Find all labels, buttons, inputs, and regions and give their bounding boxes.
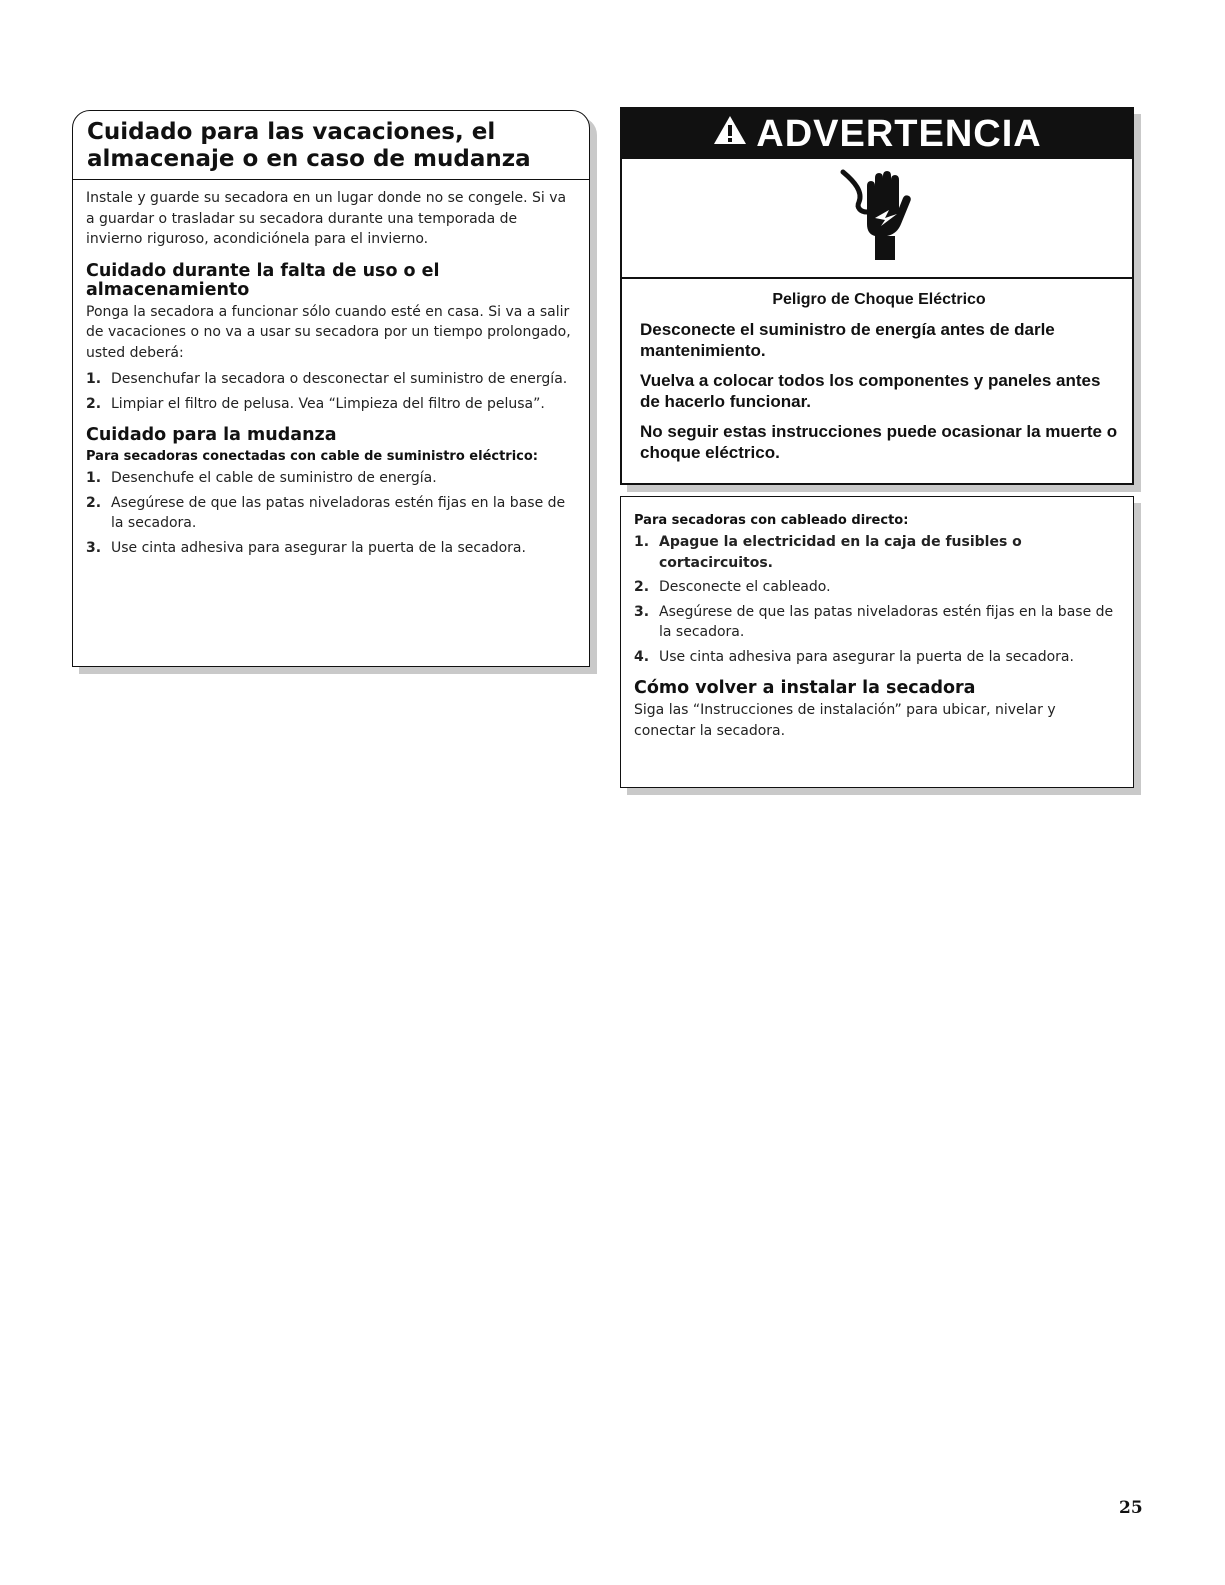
list-item: 1. Desenchufe el cable de suministro de energía. <box>86 470 437 486</box>
direct-wire-panel <box>620 496 1134 788</box>
moving-steps <box>86 468 577 558</box>
list-item: 4. Use cinta adhesiva para asegurar la puerta de la secadora. <box>634 648 1074 665</box>
warning-panel <box>620 107 1134 485</box>
list-item: 2. Desconecte el cableado. <box>634 579 831 595</box>
page-number: 25 <box>1119 1498 1143 1518</box>
list-item: 2. Limpiar el filtro de pelusa. Vea “Limpieza del filtro de pelusa”. <box>86 395 545 412</box>
warning-line: No seguir estas instrucciones puede ocasionar la muerte o choque eléctrico. <box>640 422 1118 462</box>
section-heading-reinstall: Cómo volver a instalar la secadora <box>634 678 976 698</box>
list-item: 3. Use cinta adhesiva para asegurar la puerta de la secadora. <box>86 539 526 556</box>
icon-area <box>622 159 1132 279</box>
intro-text: Instale y guarde su secadora en un lugar donde no se congele. Si va a guardar o trasladar su secadora durante una temporada de invierno riguroso, acondiciónela para el invierno. <box>86 190 567 247</box>
warning-title: ADVERTENCIA <box>756 112 1042 155</box>
moving-subheading: Para secadoras conectadas con cable de suministro eléctrico: <box>86 449 539 464</box>
warning-line: Desconecte el suministro de energía antes de darle mantenimiento. <box>640 320 1055 360</box>
list-item: 3. Asegúrese de que las patas niveladoras estén fijas en la base de la secadora. <box>634 603 1114 640</box>
warning-triangle-icon <box>712 113 748 156</box>
direct-wire-steps <box>634 532 1121 667</box>
direct-wire-subheading: Para secadoras con cableado directo: <box>634 513 909 528</box>
list-item: 1. Desenchufar la secadora o desconectar el suministro de energía. <box>86 371 568 387</box>
storage-care-panel <box>72 110 590 667</box>
panel-title: Cuidado para las vacaciones, el almacenaje o en caso de mudanza <box>73 111 589 180</box>
storage-text: Ponga la secadora a funcionar sólo cuando esté en casa. Si va a salir de vacaciones o no va a usar su secadora por un tiempo prolongado, usted deberá: <box>86 303 571 361</box>
warning-line: Vuelva a colocar todos los componentes y paneles antes de hacerlo funcionar. <box>640 371 1101 411</box>
section-heading-storage: Cuidado durante la falta de uso o el almacenamiento <box>86 260 440 300</box>
reinstall-text: Siga las “Instrucciones de instalación” para ubicar, nivelar y conectar la secadora. <box>634 702 1056 739</box>
list-item: 1. Apague la electricidad en la caja de fusibles o cortacircuitos. <box>634 534 1022 571</box>
electric-shock-hand-icon <box>837 168 917 268</box>
list-item: 2. Asegúrese de que las patas niveladoras estén fijas en la base de la secadora. <box>86 494 566 531</box>
warning-header <box>622 109 1132 159</box>
storage-steps <box>86 369 577 414</box>
section-heading-moving: Cuidado para la mudanza <box>86 425 337 445</box>
hazard-title: Peligro de Choque Eléctrico <box>772 291 986 308</box>
